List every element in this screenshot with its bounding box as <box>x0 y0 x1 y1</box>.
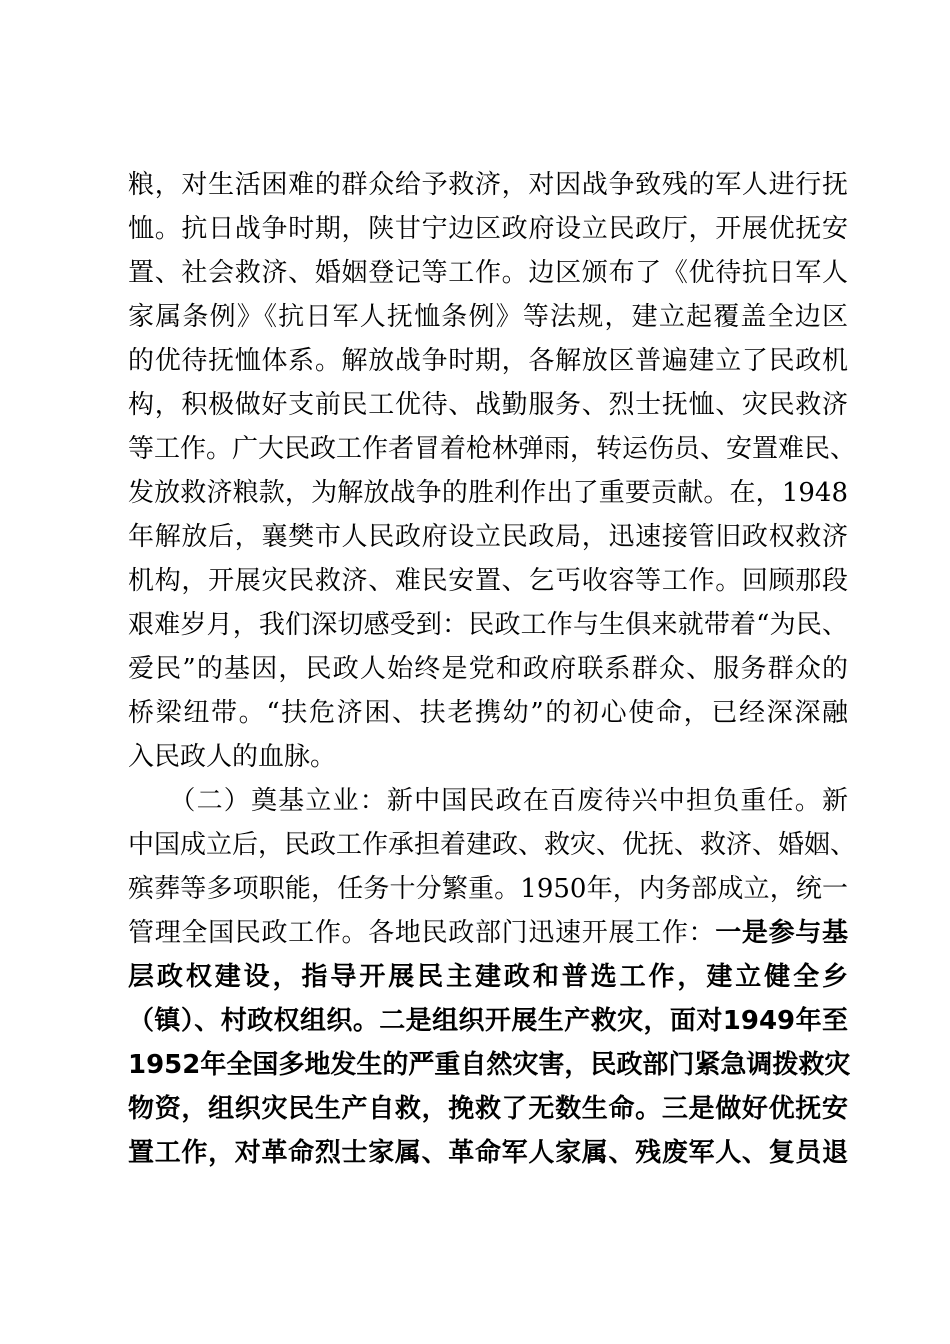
text-line: 桥梁纽带。“扶危济困、扶老携幼”的初心使命，已经深深融 <box>128 698 848 728</box>
text-line: 年解放后，襄樊市人民政府设立民政局，迅速接管旧政权救济 <box>128 522 848 552</box>
bold-text-line: 层政权建设，指导开展民主建政和普选工作，建立健全乡 <box>128 962 848 992</box>
text-line: 殡葬等多项职能，任务十分繁重。1950年，内务部成立，统一 <box>128 874 848 904</box>
text-line: 粮，对生活困难的群众给予救济，对因战争致残的军人进行抚 <box>128 170 848 200</box>
text-line: 家属条例》《抗日军人抚恤条例》等法规，建立起覆盖全边区 <box>128 302 848 332</box>
text-line: 艰难岁月，我们深切感受到：民政工作与生俱来就带着“为民、 <box>128 610 848 640</box>
bold-text-line: 置工作，对革命烈士家属、革命军人家属、残废军人、复员退 <box>128 1138 848 1168</box>
text-line: 发放救济粮款，为解放战争的胜利作出了重要贡献。在，1948 <box>128 478 848 508</box>
bold-text-line: 1952年全国多地发生的严重自然灾害，民政部门紧急调拨救灾 <box>128 1050 851 1080</box>
bold-text-run: 一是参与基 <box>715 918 848 948</box>
text-line: 中国成立后，民政工作承担着建政、救灾、优抚、救济、婚姻、 <box>128 830 857 860</box>
text-line: 机构，开展灾民救济、难民安置、乞丐收容等工作。回顾那段 <box>128 566 848 596</box>
text-line: 置、社会救济、婚姻登记等工作。边区颁布了《优待抗日军人 <box>128 258 848 288</box>
text-line: 的优待抚恤体系。解放战争时期，各解放区普遍建立了民政机 <box>128 346 848 376</box>
bold-text-line: 物资，组织灾民生产自救，挽救了无数生命。三是做好优抚安 <box>128 1094 848 1124</box>
text-line: 入民政人的血脉。 <box>128 742 337 772</box>
section-heading-line: （二）奠基立业：新中国民政在百废待兴中担负重任。新 <box>128 786 848 816</box>
body-text <box>128 163 857 1175</box>
text-line: 构，积极做好支前民工优待、战勤服务、烈士抚恤、灾民救济 <box>128 390 848 420</box>
text-line-mixed <box>128 911 848 955</box>
text-run: 管理全国民政工作。各地民政部门迅速开展工作： <box>128 918 716 948</box>
bold-text-line: （镇）、村政权组织。二是组织开展生产救灾，面对1949年至 <box>128 1006 848 1036</box>
text-line: 爱民”的基因，民政人始终是党和政府联系群众、服务群众的 <box>128 654 848 684</box>
text-line: 等工作。广大民政工作者冒着枪林弹雨，转运伤员、安置难民、 <box>128 434 857 464</box>
text-line: 恤。抗日战争时期，陕甘宁边区政府设立民政厅，开展优抚安 <box>128 214 848 244</box>
